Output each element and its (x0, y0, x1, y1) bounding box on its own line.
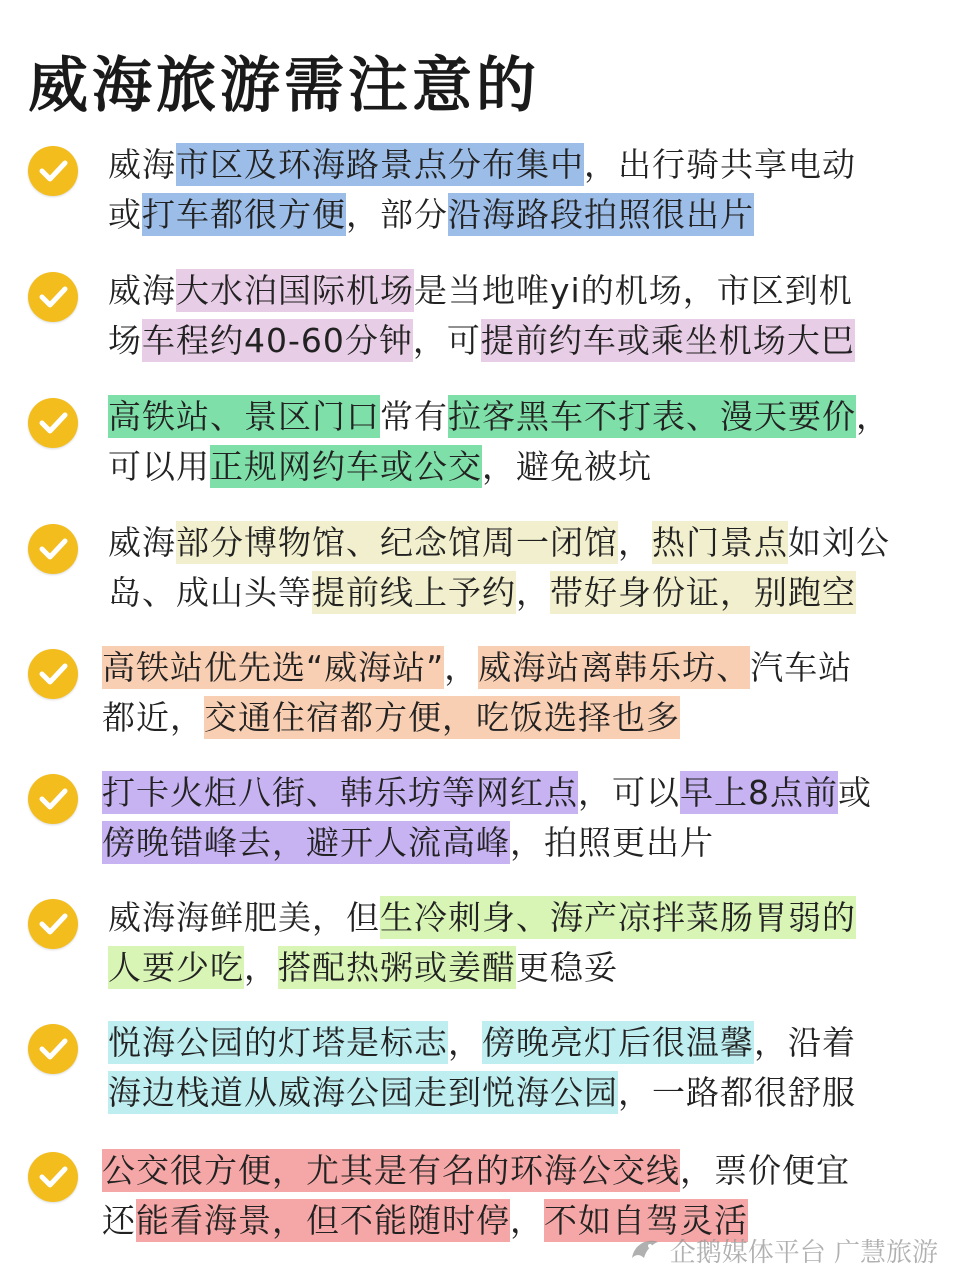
plain-text: ，票价便宜 (680, 1151, 850, 1190)
plain-text: ，可 (412, 321, 481, 360)
check-circle-icon (28, 272, 78, 322)
highlight-pink: 提前约车或乘坐机场大巴 (480, 321, 855, 360)
watermark-text: 企鹅媒体平台 广慧旅游 (669, 1238, 938, 1268)
plain-text: 可以用 (108, 447, 210, 486)
check-circle-icon (28, 899, 78, 949)
plain-text: ， (618, 523, 652, 562)
plain-text: ， (244, 948, 278, 987)
highlight-green: 拉客黑车不打表、漫天要价 (448, 397, 856, 436)
highlight-blue: 沿海路段拍照很出片 (448, 195, 754, 234)
check-circle-icon (28, 1024, 78, 1074)
plain-text: ， (444, 648, 479, 687)
tip-text (108, 266, 938, 366)
plain-text: ， (856, 397, 890, 436)
plain-text: 或 (838, 773, 872, 812)
highlight-pink: 车程约40-60分钟 (142, 321, 413, 360)
plain-text: 或 (108, 195, 142, 234)
highlight-peach: 威海站离韩乐坊、 (478, 648, 751, 687)
penguin-logo-icon (628, 1236, 662, 1266)
highlight-cream: 部分博物馆、纪念馆周一闭馆 (176, 523, 618, 562)
tip-text (108, 392, 938, 492)
tip-line (108, 442, 938, 492)
tip-line (102, 818, 932, 868)
plain-text: 威海 (108, 145, 176, 184)
highlight-purple: 傍晚错峰去，避开人流高峰 (102, 823, 510, 862)
highlight-red: 公交很方便，尤其是有名的环海公交线 (102, 1151, 680, 1190)
tip-text (102, 1146, 932, 1246)
highlight-lime: 人要少吃 (108, 948, 244, 987)
plain-text: ，可以 (578, 773, 680, 812)
tip-line (102, 768, 932, 818)
plain-text: 还 (102, 1201, 136, 1240)
highlight-lime: 搭配热粥或姜醋 (278, 948, 516, 987)
tip-text (102, 643, 932, 743)
plain-text: 威海海鲜肥美，但 (108, 898, 380, 937)
highlight-red: 不如自驾灵活 (544, 1201, 748, 1240)
plain-text: ，出行骑共享电动 (584, 145, 856, 184)
highlight-peach: 交通住宿都方便，吃饭选择也多 (204, 698, 680, 737)
highlight-cream: 带好身份证，别跑空 (550, 573, 856, 612)
tip-line (108, 943, 938, 993)
plain-text: 威海 (108, 523, 176, 562)
tip-line (108, 266, 938, 316)
tip-line (108, 140, 938, 190)
plain-text: ， (516, 573, 550, 612)
plain-text: ，沿着 (754, 1023, 856, 1062)
plain-text: 岛、成山头等 (108, 573, 312, 612)
tip-text (102, 768, 932, 868)
tip-line (108, 1068, 938, 1118)
highlight-cream: 热门景点 (652, 523, 788, 562)
check-circle-icon (28, 774, 78, 824)
highlight-cyan: 傍晚亮灯后很温馨 (482, 1023, 754, 1062)
highlight-purple: 打卡火炬八街、韩乐坊等网红点 (102, 773, 578, 812)
tip-text (108, 518, 938, 618)
plain-text: 场 (108, 321, 142, 360)
highlight-blue: 市区及环海路景点分布集中 (176, 145, 584, 184)
check-circle-icon (28, 146, 78, 196)
highlight-green: 高铁站、景区门口 (108, 397, 380, 436)
highlight-cyan: 海边栈道从威海公园走到悦海公园 (108, 1073, 618, 1112)
plain-text: 汽车站 (750, 648, 853, 687)
highlight-cream: 提前线上予约 (312, 573, 516, 612)
tip-line (108, 1018, 938, 1068)
tip-line (108, 568, 938, 618)
tip-line (108, 518, 938, 568)
highlight-red: 能看海景，但不能随时停 (136, 1201, 510, 1240)
highlight-lime: 生冷刺身、海产凉拌菜肠胃弱的 (380, 898, 856, 937)
tip-line (108, 316, 938, 366)
plain-text: ，一路都很舒服 (618, 1073, 856, 1112)
check-circle-icon (28, 649, 78, 699)
plain-text: ， (448, 1023, 482, 1062)
highlight-green: 正规网约车或公交 (210, 447, 482, 486)
tip-line (102, 1146, 932, 1196)
plain-text: 都近， (102, 698, 204, 737)
plain-text: ，避免被坑 (482, 447, 652, 486)
tip-line (108, 893, 938, 943)
highlight-pink: 大水泊国际机场 (176, 271, 414, 310)
plain-text: ， (510, 1201, 544, 1240)
tip-line (108, 190, 938, 240)
tip-line (102, 693, 932, 743)
check-circle-icon (28, 1152, 78, 1202)
plain-text: 威海 (108, 271, 176, 310)
tip-line (102, 643, 932, 693)
check-circle-icon (28, 524, 78, 574)
plain-text: ，拍照更出片 (510, 823, 714, 862)
plain-text: ，部分 (346, 195, 448, 234)
check-circle-icon (28, 398, 78, 448)
page-title: 威海旅游需注意的 (28, 51, 540, 121)
tip-text (108, 893, 938, 993)
highlight-peach: 高铁站优先选“威海站” (102, 648, 445, 687)
highlight-cyan: 悦海公园的灯塔是标志 (108, 1023, 448, 1062)
plain-text: 常有 (380, 397, 448, 436)
tip-line (108, 392, 938, 442)
plain-text: 是当地唯yi的机场，市区到机 (414, 271, 853, 310)
tip-text (108, 140, 938, 240)
tip-text (108, 1018, 938, 1118)
highlight-blue: 打车都很方便 (142, 195, 346, 234)
plain-text: 如刘公 (788, 523, 890, 562)
watermark (628, 1232, 938, 1269)
highlight-purple: 早上8点前 (680, 773, 838, 812)
plain-text: 更稳妥 (516, 948, 618, 987)
